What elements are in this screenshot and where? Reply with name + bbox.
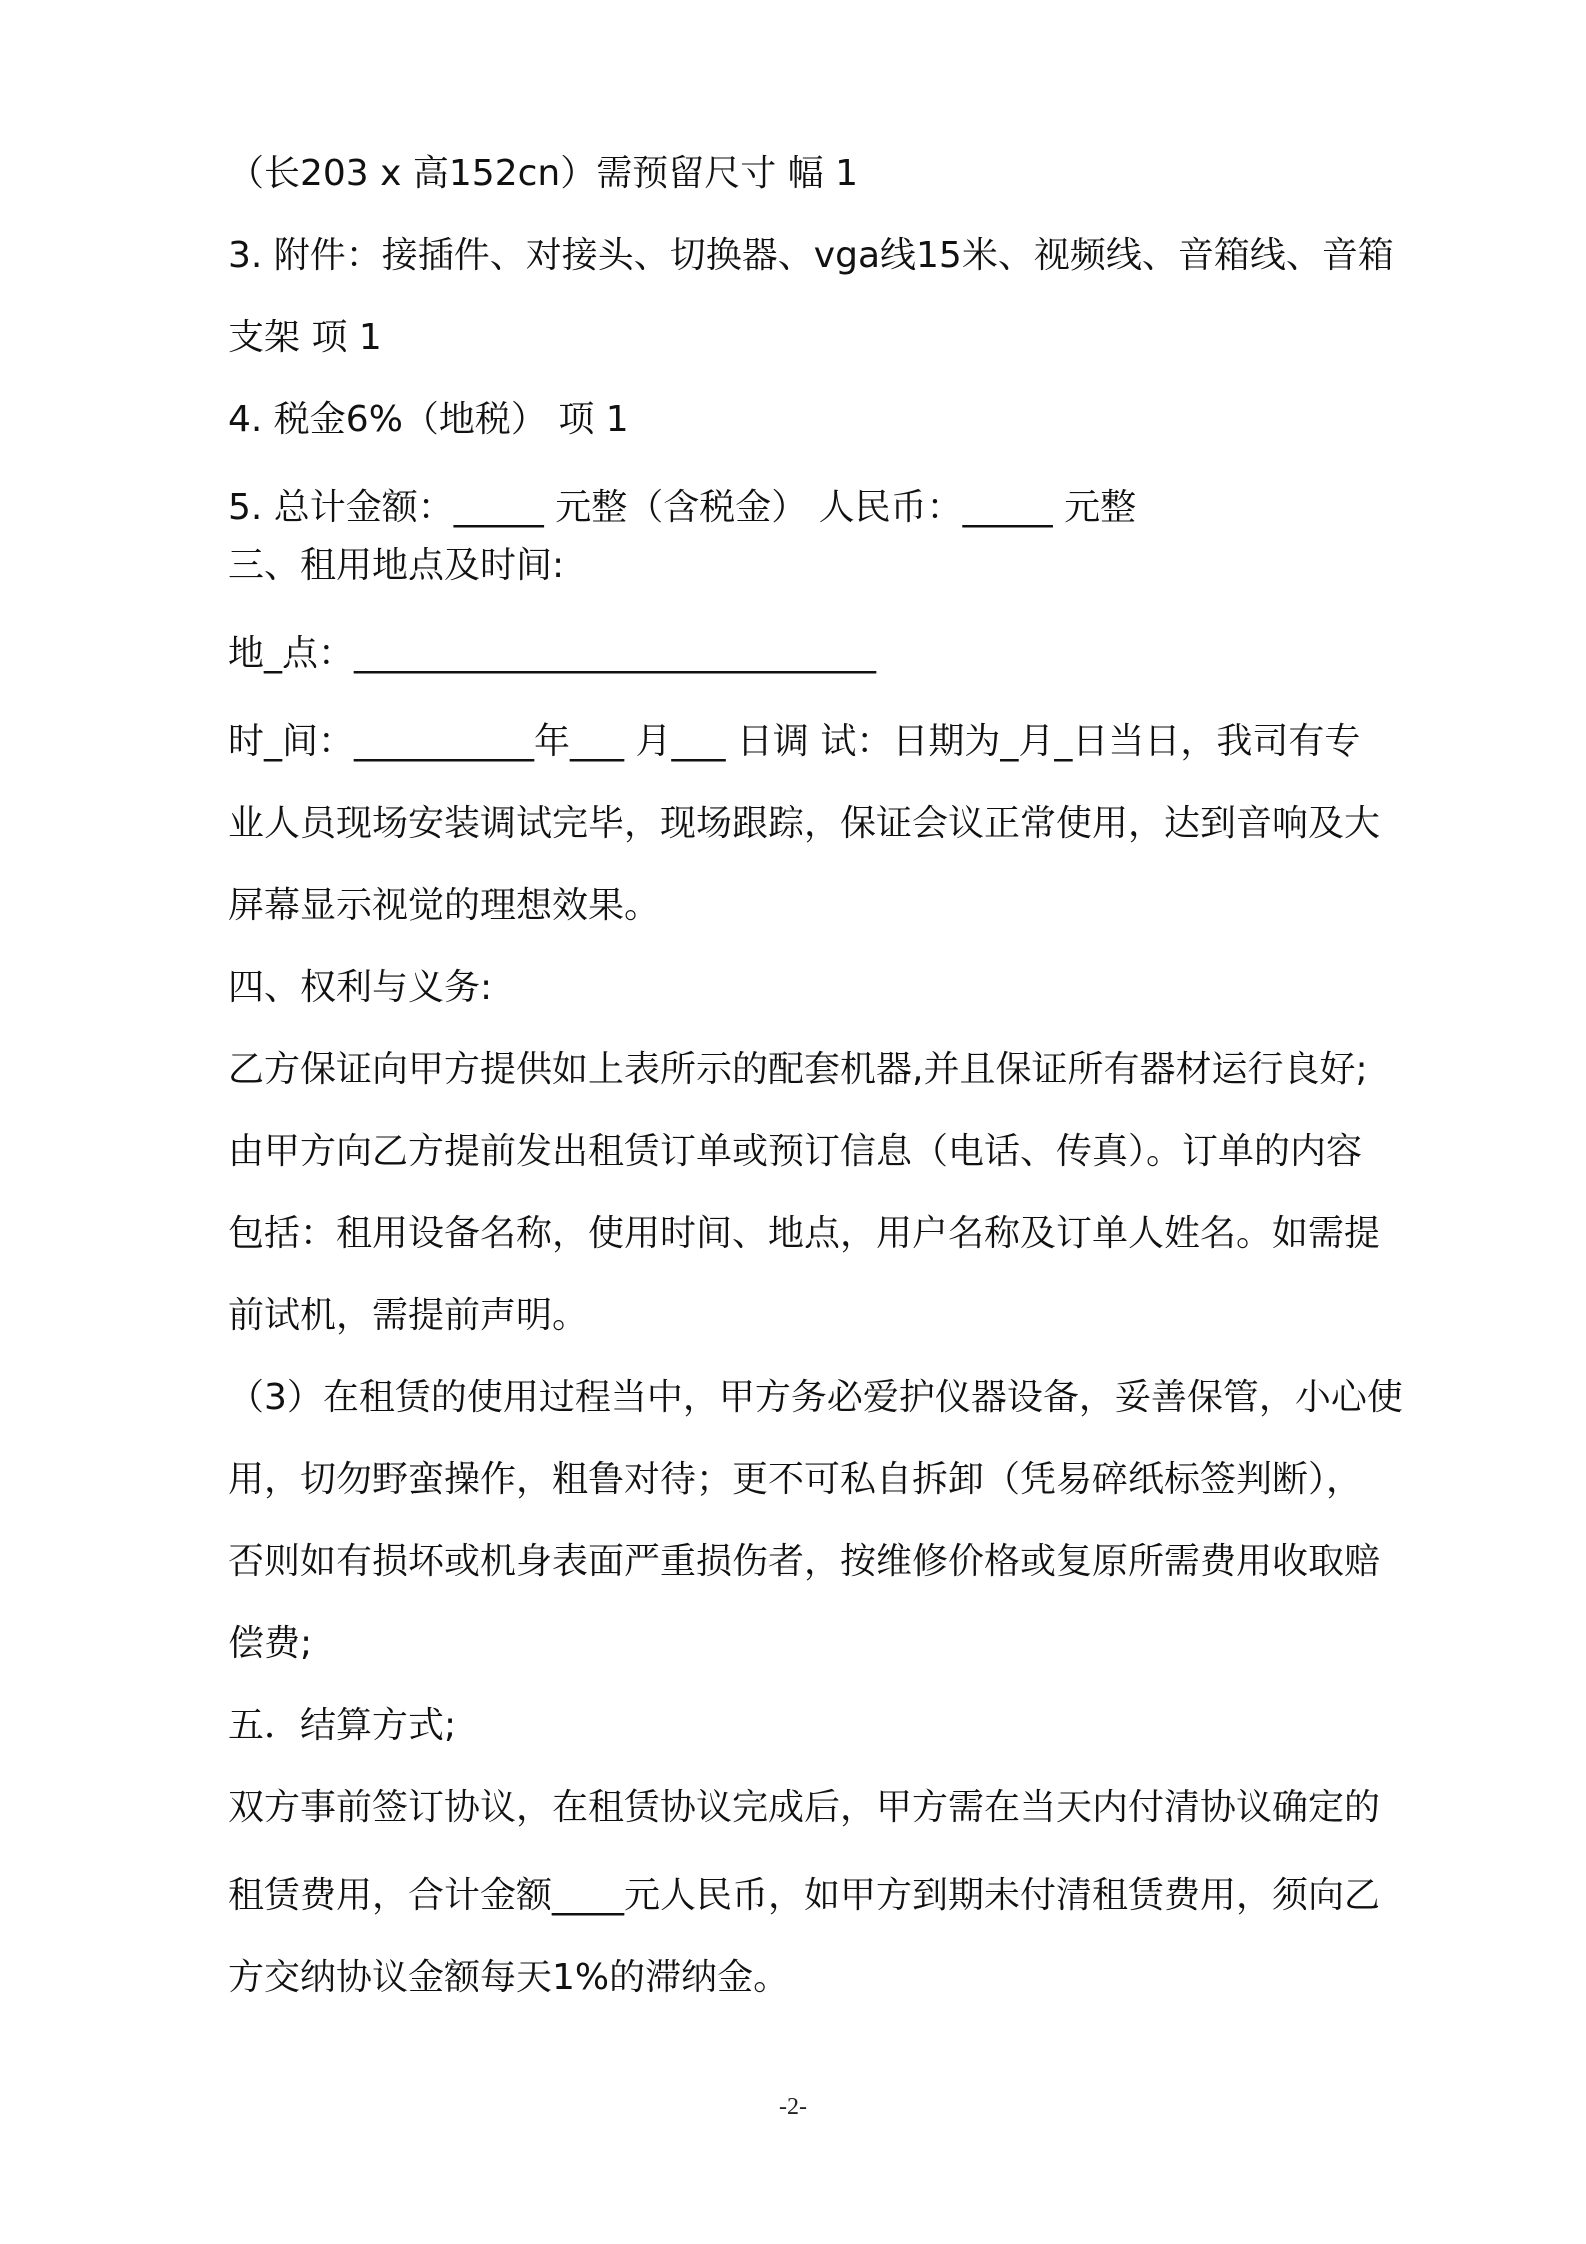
text-line-care-clause: （3）在租赁的使用过程当中，甲方务必爱护仪器设备，妥善保管，小心使 (228, 1377, 1403, 1418)
text-line-order-info: 由甲方向乙方提前发出租赁订单或预订信息（电话、传真）。订单的内容 (228, 1131, 1363, 1172)
text-line-settlement-cont-1: 租赁费用，合计金额____元人民币，如甲方到期未付清租赁费用，须向乙 (228, 1875, 1381, 1916)
text-line-trial-notice: 前试机，需提前声明。 (228, 1295, 589, 1336)
section-heading-settlement: 五．结算方式; (228, 1705, 457, 1746)
text-line-care-clause-cont-2: 否则如有损坏或机身表面严重损伤者，按维修价格或复原所需费用收取赔 (228, 1541, 1381, 1582)
text-line-time-cont-1: 业人员现场安装调试完毕，现场跟踪，保证会议正常使用，达到音响及大 (228, 803, 1381, 844)
text-line-location: 地_点：_____________________________ (228, 633, 876, 674)
text-line-accessories-cont: 支架 项 1 (228, 317, 382, 358)
text-line-equipment-guarantee: 乙方保证向甲方提供如上表所示的配套机器,并且保证所有器材运行良好; (228, 1049, 1368, 1090)
text-line-order-contents: 包括：租用设备名称，使用时间、地点，用户名称及订单人姓名。如需提 (228, 1213, 1381, 1254)
section-heading-rights-obligations: 四、权利与义务: (228, 967, 493, 1008)
text-line-settlement-cont-2: 方交纳协议金额每天1%的滞纳金。 (228, 1957, 790, 1998)
text-line-settlement: 双方事前签订协议，在租赁协议完成后，甲方需在当天内付清协议确定的 (228, 1787, 1381, 1828)
text-line-accessories: 3. 附件：接插件、对接头、切换器、vga线15米、视频线、音箱线、音箱 (228, 235, 1394, 276)
text-line-care-clause-cont-1: 用，切勿野蛮操作，粗鲁对待；更不可私自拆卸（凭易碎纸标签判断）， (228, 1459, 1363, 1500)
text-line-total-amount: 5. 总计金额：_____ 元整（含税金） 人民币：_____ 元整 (228, 487, 1137, 528)
section-heading-location-time: 三、租用地点及时间: (228, 545, 565, 586)
text-line-tax: 4. 税金6%（地税） 项 1 (228, 399, 629, 440)
page-number: -2- (779, 2094, 807, 2120)
text-line-time-cont-2: 屏幕显示视觉的理想效果。 (228, 885, 661, 926)
text-line-dimensions: （长203 x 高152cn）需预留尺寸 幅 1 (228, 153, 859, 194)
text-line-time: 时_间：__________年___ 月___ 日调 试：日期为_月_日当日，我司有专 (228, 721, 1361, 762)
document-body (228, 150, 1438, 2002)
text-line-care-clause-cont-3: 偿费; (228, 1623, 313, 1664)
